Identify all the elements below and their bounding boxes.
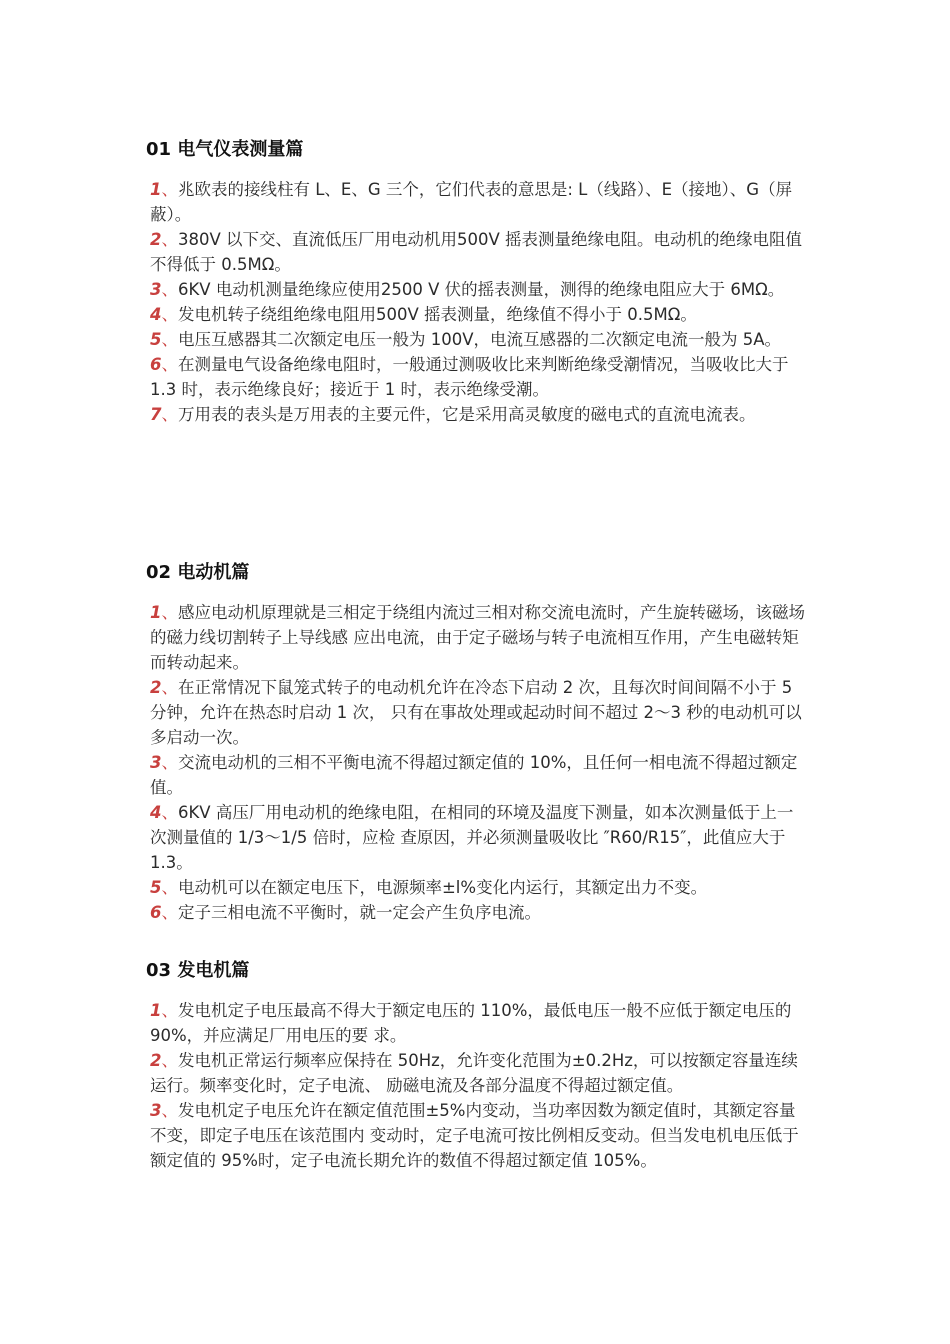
- item-number: 2: [150, 230, 162, 249]
- item-number: 1: [150, 180, 162, 199]
- list-item: 3、交流电动机的三相不平衡电流不得超过额定值的 10%，且任何一相电流不得超过额定值。: [150, 753, 798, 797]
- item-number: 6: [150, 355, 162, 374]
- section-instrument-measurement: [146, 137, 806, 427]
- item-number: 4: [150, 803, 162, 822]
- item-text: 电动机可以在额定电压下，电源频率±l%变化内运行，其额定出力不变。: [177, 878, 708, 897]
- list-item: 3、发电机定子电压允许在额定值范围±5%内变动，当功率因数为额定值时，其额定容量不变，即定子电压在该范围内 变动时，定子电流可按比例相反变动。但当发电机电压低于额定值的 95%时，定子电流长期允许的数值不得超过额定值 105%。: [150, 1101, 799, 1170]
- section-generator: [146, 958, 806, 1173]
- item-text: 定子三相电流不平衡时，就一定会产生负序电流。: [177, 903, 541, 922]
- list-item: 4、6KV 高压厂用电动机的绝缘电阻，在相同的环境及温度下测量，如本次测量低于上一次测量值的 1/3～1/5 倍时，应检 查原因，并必须测量吸收比 ″R60/R15″，此值应大于 1.3。: [150, 803, 794, 872]
- list-item: 2、380V 以下交、直流低压厂用电动机用500V 摇表测量绝缘电阻。电动机的绝缘电阻值不得低于 0.5MΩ。: [150, 230, 803, 274]
- item-number: 2: [150, 678, 162, 697]
- item-number: 5: [150, 878, 162, 897]
- list-item: 4、发电机转子绕组绝缘电阻用500V 摇表测量，绝缘值不得小于 0.5MΩ。: [150, 305, 697, 324]
- list-item: 7、万用表的表头是万用表的主要元件，它是采用高灵敏度的磁电式的直流电流表。: [150, 405, 756, 424]
- item-number: 1: [150, 1001, 162, 1020]
- item-text: 6KV 高压厂用电动机的绝缘电阻，在相同的环境及温度下测量，如本次测量低于上一次测量值的 1/3～1/5 倍时，应检 查原因，并必须测量吸收比 ″R60/R15″，此值应大于 1.3。: [150, 803, 794, 872]
- item-text: 在正常情况下鼠笼式转子的电动机允许在冷态下启动 2 次，且每次时间间隔不小于 5 分钟，允许在热态时启动 1 次， 只有在事故处理或起动时间不超过 2～3 秒的电动机可以多启动一次。: [150, 678, 802, 747]
- list-item: 6、在测量电气设备绝缘电阻时，一般通过测吸收比来判断绝缘受潮情况，当吸收比大于 1.3 时，表示绝缘良好；接近于 1 时，表示绝缘受潮。: [150, 355, 789, 399]
- item-number: 2: [150, 1051, 162, 1070]
- list-item: 2、在正常情况下鼠笼式转子的电动机允许在冷态下启动 2 次，且每次时间间隔不小于 5 分钟，允许在热态时启动 1 次， 只有在事故处理或起动时间不超过 2～3 秒的电动机可以多启动一次。: [150, 678, 802, 747]
- list-item: 1、兆欧表的接线柱有 L、E、G 三个，它们代表的意思是: L（线路）、E（接地）、G（屏蔽）。: [150, 180, 793, 224]
- item-number: 5: [150, 330, 162, 349]
- item-text: 兆欧表的接线柱有 L、E、G 三个，它们代表的意思是: L（线路）、E（接地）、G（屏蔽）。: [150, 180, 793, 224]
- list-item: 1、发电机定子电压最高不得大于额定电压的 110%，最低电压一般不应低于额定电压的 90%，并应满足厂用电压的要 求。: [150, 1001, 792, 1045]
- section-title: 03 发电机篇: [146, 960, 250, 981]
- item-text: 发电机转子绕组绝缘电阻用500V 摇表测量，绝缘值不得小于 0.5MΩ。: [177, 305, 697, 324]
- item-text: 发电机正常运行频率应保持在 50Hz，允许变化范围为±0.2Hz，可以按额定容量连续运行。频率变化时，定子电流、 励磁电流及各部分温度不得超过额定值。: [150, 1051, 798, 1095]
- item-text: 感应电动机原理就是三相定于绕组内流过三相对称交流电流时，产生旋转磁场，该磁场的磁力线切割转子上导线感 应出电流，由于定子磁场与转子电流相互作用，产生电磁转矩而转动起来。: [150, 603, 805, 672]
- section-title: 01 电气仪表测量篇: [146, 139, 304, 160]
- item-number: 7: [150, 405, 162, 424]
- list-item: 2、发电机正常运行频率应保持在 50Hz，允许变化范围为±0.2Hz，可以按额定容量连续运行。频率变化时，定子电流、 励磁电流及各部分温度不得超过额定值。: [150, 1051, 798, 1095]
- item-text: 发电机定子电压最高不得大于额定电压的 110%，最低电压一般不应低于额定电压的 90%，并应满足厂用电压的要 求。: [150, 1001, 792, 1045]
- item-number: 6: [150, 903, 162, 922]
- item-number: 3: [150, 280, 162, 299]
- item-text: 在测量电气设备绝缘电阻时，一般通过测吸收比来判断绝缘受潮情况，当吸收比大于 1.3 时，表示绝缘良好；接近于 1 时，表示绝缘受潮。: [150, 355, 789, 399]
- item-text: 电压互感器其二次额定电压一般为 100V，电流互感器的二次额定电流一般为 5A。: [177, 330, 782, 349]
- section-motor: [146, 560, 806, 925]
- item-text: 交流电动机的三相不平衡电流不得超过额定值的 10%，且任何一相电流不得超过额定值。: [150, 753, 798, 797]
- item-number: 1: [150, 603, 162, 622]
- item-text: 万用表的表头是万用表的主要元件，它是采用高灵敏度的磁电式的直流电流表。: [177, 405, 756, 424]
- list-item: 3、6KV 电动机测量绝缘应使用2500 V 伏的摇表测量，测得的绝缘电阻应大于 6MΩ。: [150, 280, 785, 299]
- item-text: 发电机定子电压允许在额定值范围±5%内变动，当功率因数为额定值时，其额定容量不变，即定子电压在该范围内 变动时，定子电流可按比例相反变动。但当发电机电压低于额定值的 95%时，定子电流长期允许的数值不得超过额定值 105%。: [150, 1101, 799, 1170]
- section-title: 02 电动机篇: [146, 562, 250, 583]
- item-number: 4: [150, 305, 162, 324]
- item-number: 3: [150, 753, 162, 772]
- item-text: 6KV 电动机测量绝缘应使用2500 V 伏的摇表测量，测得的绝缘电阻应大于 6MΩ。: [177, 280, 785, 299]
- item-text: 380V 以下交、直流低压厂用电动机用500V 摇表测量绝缘电阻。电动机的绝缘电阻值不得低于 0.5MΩ。: [150, 230, 803, 274]
- list-item: 5、电压互感器其二次额定电压一般为 100V，电流互感器的二次额定电流一般为 5A。: [150, 330, 782, 349]
- item-number: 3: [150, 1101, 162, 1120]
- list-item: 1、感应电动机原理就是三相定于绕组内流过三相对称交流电流时，产生旋转磁场，该磁场的磁力线切割转子上导线感 应出电流，由于定子磁场与转子电流相互作用，产生电磁转矩而转动起来。: [150, 603, 805, 672]
- list-item: 6、定子三相电流不平衡时，就一定会产生负序电流。: [150, 903, 541, 922]
- list-item: 5、电动机可以在额定电压下，电源频率±l%变化内运行，其额定出力不变。: [150, 878, 708, 897]
